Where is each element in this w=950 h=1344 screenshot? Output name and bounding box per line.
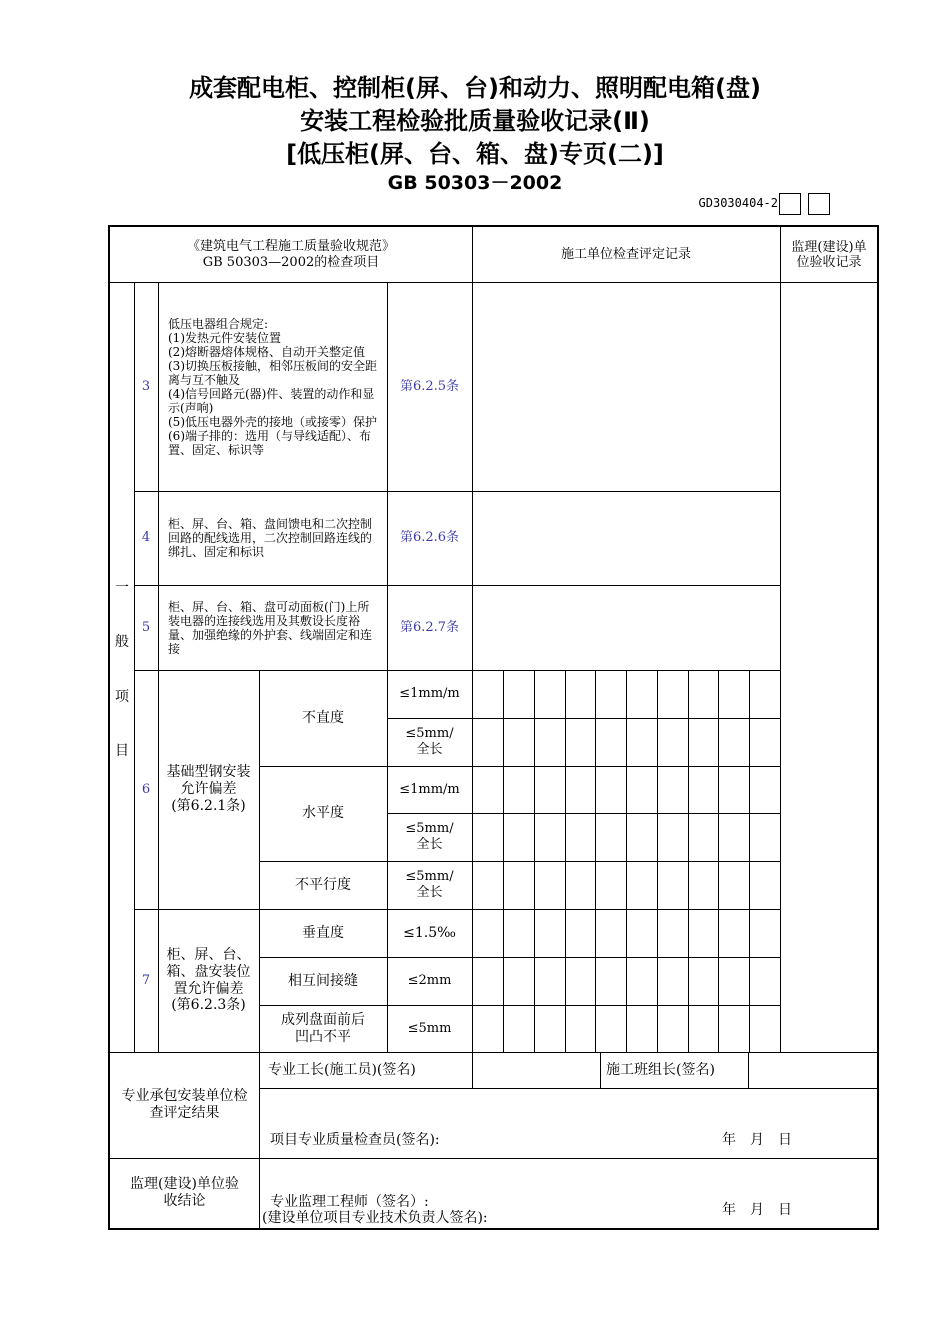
item-6-straightness-tol-2: ≤5mm/全长 (405, 726, 454, 757)
item-3-record[interactable] (472, 282, 780, 491)
title-line-3: [低压柜(屏、台、箱、盘)专页(二)] (286, 140, 664, 168)
category-char-3: 项 (115, 688, 129, 705)
item-6-levelness: 水平度 (302, 805, 344, 822)
category-char-1: 一 (115, 580, 129, 596)
code-box-2[interactable] (808, 193, 830, 215)
item-6-straightness-tol-1: ≤1mm/m (399, 686, 460, 702)
item-6-name: 基础型钢安装允许偏差 (第6.2.1条) (166, 764, 251, 814)
item-4-clause: 第6.2.6条 (399, 530, 460, 546)
item-3-description: 低压电器组合规定: (1)发热元件安装位置 (2)熔断器熔体规格、自动开关整定值 (3)切换压板接触，相邻压板间的安全距离与互不触及 (4)信号回路元(器)件、装置的动作和显示(声响) (5)低压电器外壳的接地（或接零）保护 (6)端子排的：选用（与导线适配）、布置、固定、标识等 (168, 316, 377, 457)
item-5-number: 5 (141, 619, 151, 635)
item-7-number: 7 (141, 972, 151, 988)
qc-date: 年 月 日 (722, 1131, 792, 1148)
item-7-verticality: 垂直度 (302, 924, 344, 941)
item-6-number: 6 (141, 781, 151, 797)
item-7-flush-tol: ≤5mm (407, 1020, 452, 1036)
construction-header: 施工单位检查评定记录 (560, 246, 691, 262)
owner-label: (建设单位项目专业技术负责人签名): (262, 1209, 488, 1226)
item-4-number: 4 (141, 530, 151, 546)
team-leader-signature[interactable] (748, 1052, 877, 1088)
category-char-4: 目 (115, 743, 129, 760)
item-5-clause: 第6.2.7条 (399, 619, 460, 635)
supervision-header: 监理(建设)单位验收记录 (791, 239, 867, 270)
foreman-label: 专业工长(施工员)(签名) (268, 1061, 416, 1078)
item-3-clause: 第6.2.5条 (399, 378, 460, 394)
supervision-result-label: 监理(建设)单位验收结论 (130, 1176, 239, 1209)
category-general (110, 580, 134, 760)
code-box-1[interactable] (779, 193, 801, 215)
item-7-name: 柜、屏、台、箱、盘安装位置允许偏差 (第6.2.3条) (166, 946, 251, 1014)
supervision-date: 年 月 日 (722, 1201, 792, 1218)
item-7-joint: 相互间接缝 (288, 972, 358, 989)
item-5-record[interactable] (472, 585, 780, 670)
contractor-result-label: 专业承包安装单位检查评定结果 (121, 1088, 248, 1121)
team-leader-label: 施工班组长(签名) (606, 1061, 715, 1078)
item-5-description: 柜、屏、台、箱、盘可动面板(门)上所装电器的连接线选用及其敷设长度裕量、加强绝缘的外护套、线端固定和连接 (168, 599, 373, 656)
item-6-parallelism: 不平行度 (295, 876, 351, 893)
item-4-description: 柜、屏、台、箱、盘间馈电和二次控制回路的配线选用，二次控制回路连线的绑扎、固定和标识 (168, 517, 373, 559)
form-code: GD3030404-2 (698, 196, 778, 210)
spec-header-line2: GB 50303—2002的检查项目 (202, 254, 380, 270)
standard-code: GB 50303－2002 (387, 172, 563, 194)
engineer-label: 专业监理工程师（签名）: (270, 1193, 429, 1210)
spec-header (110, 227, 472, 282)
item-7-flush: 成列盘面前后凹凸不平 (281, 1011, 365, 1045)
category-char-2: 般 (115, 634, 129, 651)
item-3-number: 3 (141, 378, 151, 394)
item-4-record[interactable] (472, 491, 780, 585)
title-line-1: 成套配电柜、控制柜(屏、台)和动力、照明配电箱(盘) (189, 74, 761, 102)
item-7-joint-tol: ≤2mm (407, 973, 452, 989)
foreman-signature[interactable] (472, 1052, 600, 1088)
item-6-straightness: 不直度 (302, 709, 344, 726)
item-6-levelness-tol-1: ≤1mm/m (399, 781, 460, 797)
item-7-verticality-tol: ≤1.5‰ (403, 924, 456, 941)
qc-inspector-label: 项目专业质量检查员(签名): (270, 1131, 440, 1148)
item-6-parallelism-tol: ≤5mm/全长 (405, 869, 454, 900)
spec-header-line1: 《建筑电气工程施工质量验收规范》 (186, 238, 395, 254)
title-line-2: 安装工程检验批质量验收记录(Ⅱ) (300, 107, 650, 135)
item-6-levelness-tol-2: ≤5mm/全长 (405, 821, 454, 852)
